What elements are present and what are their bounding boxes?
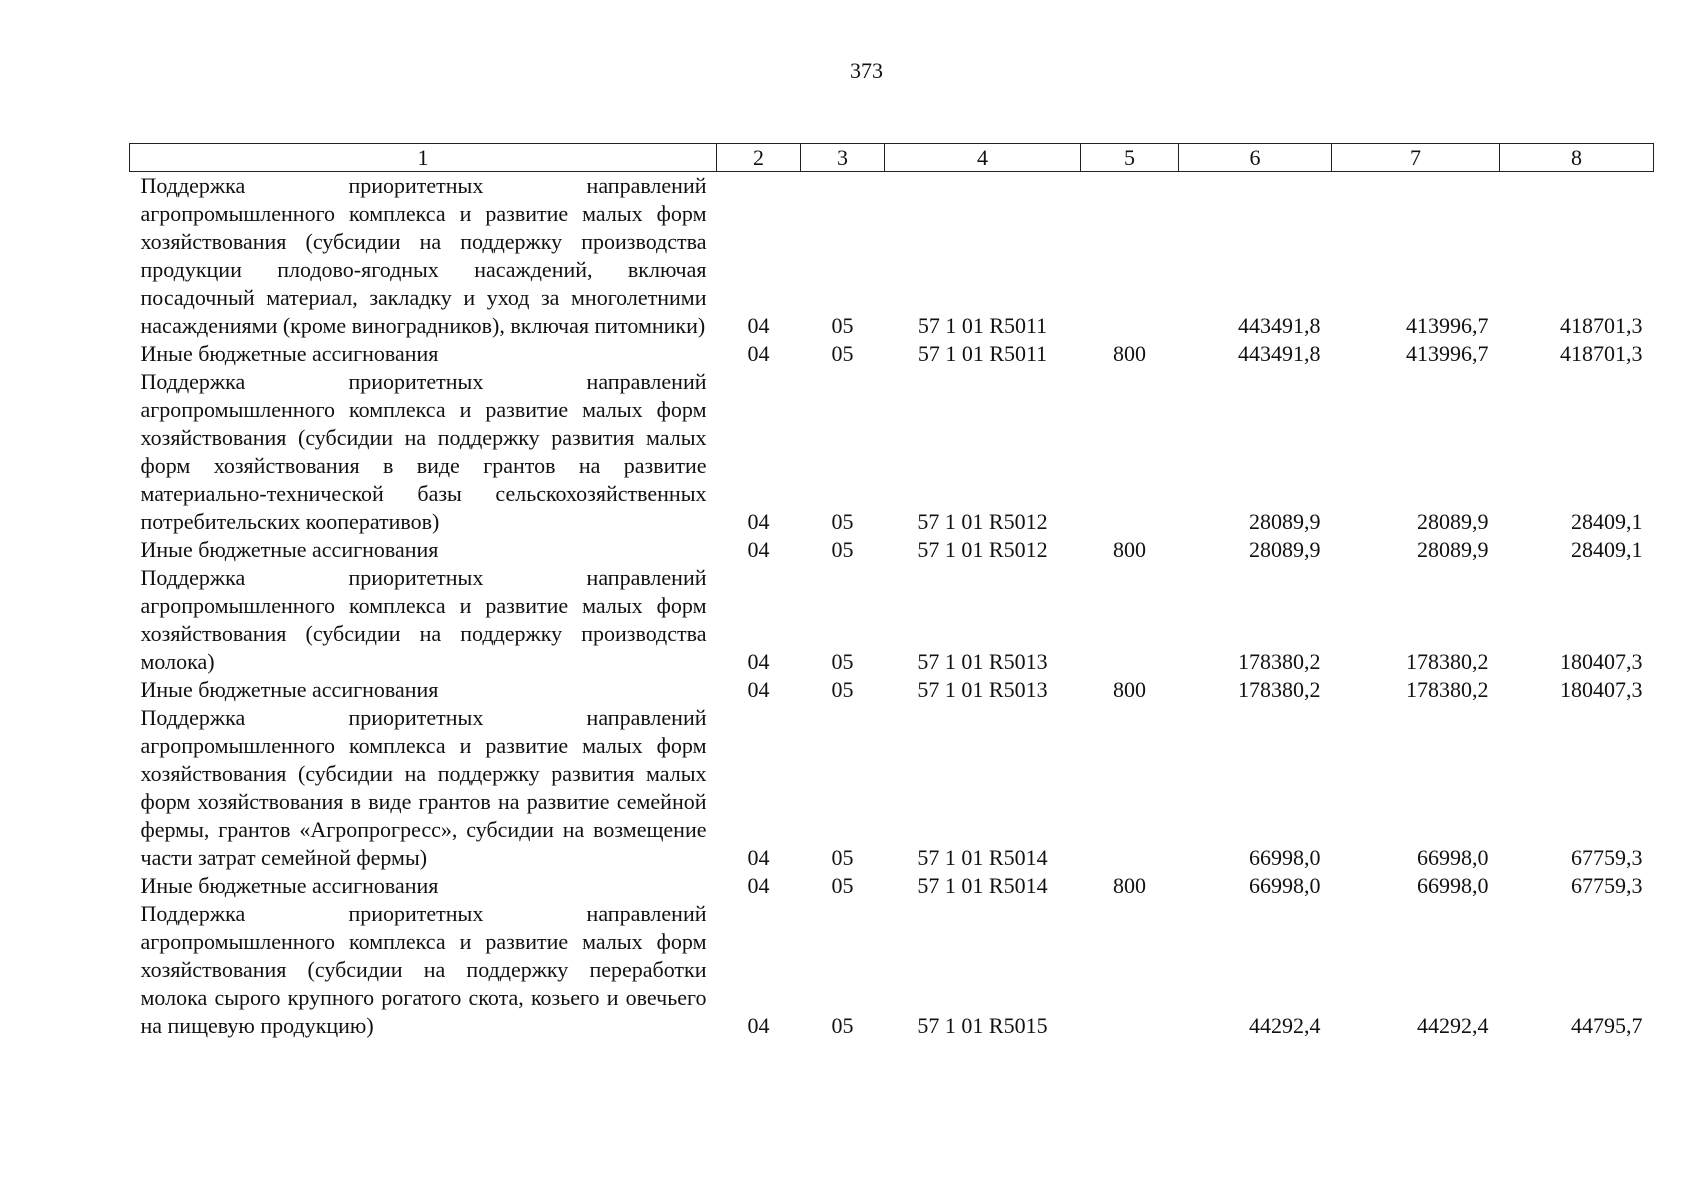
row-section: 04 — [747, 341, 770, 366]
row-subsection: 05 — [831, 509, 854, 534]
row-amount-3: 180407,3 — [1560, 649, 1643, 674]
row-target-code: 57 1 01 R5013 — [917, 649, 1048, 674]
row-section: 04 — [747, 845, 770, 870]
row-name: Иные бюджетные ассигнования — [140, 677, 439, 702]
row-target-code: 57 1 01 R5013 — [917, 677, 1048, 702]
column-header-4: 4 — [885, 144, 1081, 172]
row-section: 04 — [747, 537, 770, 562]
row-amount-1: 178380,2 — [1238, 649, 1321, 674]
row-amount-2: 413996,7 — [1406, 341, 1489, 366]
table-row — [130, 340, 1654, 368]
row-section: 04 — [747, 649, 770, 674]
row-name: Поддержка приоритетных направлений агропромышленного комплекса и развитие малых форм хозяйствования (субсидии на поддержку развития малых форм хозяйствования в виде грантов на развитие материально-технической базы сельскохозяйственных потребительских кооперативов) — [140, 369, 707, 534]
column-header-2: 2 — [717, 144, 801, 172]
row-target-code: 57 1 01 R5012 — [917, 509, 1048, 534]
row-name: Поддержка приоритетных направлений агропромышленного комплекса и развитие малых форм хозяйствования (субсидии на поддержку развития малых форм хозяйствования в виде грантов на развитие семейной фермы, грантов «Агропрогресс», субсидии на возмещение части затрат семейной фермы) — [140, 705, 707, 870]
column-header-6: 6 — [1179, 144, 1332, 172]
row-section: 04 — [747, 677, 770, 702]
row-amount-1: 443491,8 — [1238, 341, 1321, 366]
row-amount-3: 28409,1 — [1571, 537, 1643, 562]
row-amount-2: 66998,0 — [1417, 845, 1489, 870]
row-target-code: 57 1 01 R5014 — [917, 873, 1048, 898]
table-row — [130, 536, 1654, 564]
row-amount-3: 418701,3 — [1560, 341, 1643, 366]
row-target-code: 57 1 01 R5014 — [917, 845, 1048, 870]
row-target-code: 57 1 01 R5015 — [917, 1013, 1048, 1038]
row-subsection: 05 — [831, 677, 854, 702]
table-header — [130, 144, 1654, 172]
row-expense-type: 800 — [1113, 341, 1146, 366]
table-row — [130, 368, 1654, 536]
row-target-code: 57 1 01 R5011 — [917, 341, 1048, 366]
row-name: Иные бюджетные ассигнования — [140, 873, 439, 898]
row-subsection: 05 — [831, 845, 854, 870]
row-amount-3: 67759,3 — [1571, 845, 1643, 870]
row-subsection: 05 — [831, 341, 854, 366]
table-body — [130, 172, 1654, 1041]
column-header-8: 8 — [1500, 144, 1654, 172]
row-amount-3: 44795,7 — [1571, 1013, 1643, 1038]
row-amount-1: 44292,4 — [1249, 1013, 1321, 1038]
row-expense-type: 800 — [1113, 677, 1146, 702]
table-row — [130, 704, 1654, 872]
table-row — [130, 872, 1654, 900]
row-amount-2: 28089,9 — [1417, 537, 1489, 562]
column-header-5: 5 — [1081, 144, 1179, 172]
row-name: Иные бюджетные ассигнования — [140, 537, 439, 562]
table-row — [130, 900, 1654, 1040]
row-amount-2: 413996,7 — [1406, 313, 1489, 338]
row-name: Поддержка приоритетных направлений агропромышленного комплекса и развитие малых форм хозяйствования (субсидии на поддержку переработки молока сырого крупного рогатого скота, козьего и овечьего на пищевую продукцию) — [140, 901, 707, 1038]
row-expense-type — [1081, 368, 1179, 536]
row-expense-type — [1081, 172, 1179, 341]
budget-table — [129, 143, 1654, 1040]
row-amount-2: 178380,2 — [1406, 649, 1489, 674]
row-amount-3: 28409,1 — [1571, 509, 1643, 534]
row-name: Поддержка приоритетных направлений агропромышленного комплекса и развитие малых форм хозяйствования (субсидии на поддержку производства молока) — [140, 565, 707, 674]
row-subsection: 05 — [831, 313, 854, 338]
row-amount-1: 178380,2 — [1238, 677, 1321, 702]
row-amount-2: 44292,4 — [1417, 1013, 1489, 1038]
row-subsection: 05 — [831, 873, 854, 898]
row-amount-1: 66998,0 — [1249, 845, 1321, 870]
row-amount-2: 178380,2 — [1406, 677, 1489, 702]
row-amount-1: 28089,9 — [1249, 509, 1321, 534]
row-section: 04 — [747, 509, 770, 534]
row-target-code: 57 1 01 R5011 — [917, 313, 1048, 338]
row-section: 04 — [747, 873, 770, 898]
row-expense-type — [1081, 704, 1179, 872]
row-amount-2: 28089,9 — [1417, 509, 1489, 534]
row-expense-type — [1081, 564, 1179, 676]
column-header-1: 1 — [130, 144, 717, 172]
row-target-code: 57 1 01 R5012 — [917, 537, 1048, 562]
row-amount-3: 67759,3 — [1571, 873, 1643, 898]
row-section: 04 — [747, 1013, 770, 1038]
row-name: Поддержка приоритетных направлений агропромышленного комплекса и развитие малых форм хозяйствования (субсидии на поддержку производства продукции плодово-ягодных насаждений, включая посадочный материал, закладку и уход за многолетними насаждениями (кроме виноградников), включая питомники) — [140, 173, 707, 338]
row-expense-type: 800 — [1113, 537, 1146, 562]
row-expense-type: 800 — [1113, 873, 1146, 898]
row-expense-type — [1081, 900, 1179, 1040]
header-row — [130, 144, 1654, 172]
table-row — [130, 172, 1654, 341]
table-row — [130, 676, 1654, 704]
row-amount-3: 180407,3 — [1560, 677, 1643, 702]
row-amount-1: 443491,8 — [1238, 313, 1321, 338]
row-amount-1: 28089,9 — [1249, 537, 1321, 562]
page-number: 373 — [850, 58, 883, 83]
row-subsection: 05 — [831, 1013, 854, 1038]
row-section: 04 — [747, 313, 770, 338]
table-row — [130, 564, 1654, 676]
column-header-7: 7 — [1332, 144, 1500, 172]
row-subsection: 05 — [831, 649, 854, 674]
row-amount-3: 418701,3 — [1560, 313, 1643, 338]
column-header-3: 3 — [801, 144, 885, 172]
row-name: Иные бюджетные ассигнования — [140, 341, 439, 366]
row-subsection: 05 — [831, 537, 854, 562]
row-amount-1: 66998,0 — [1249, 873, 1321, 898]
row-amount-2: 66998,0 — [1417, 873, 1489, 898]
